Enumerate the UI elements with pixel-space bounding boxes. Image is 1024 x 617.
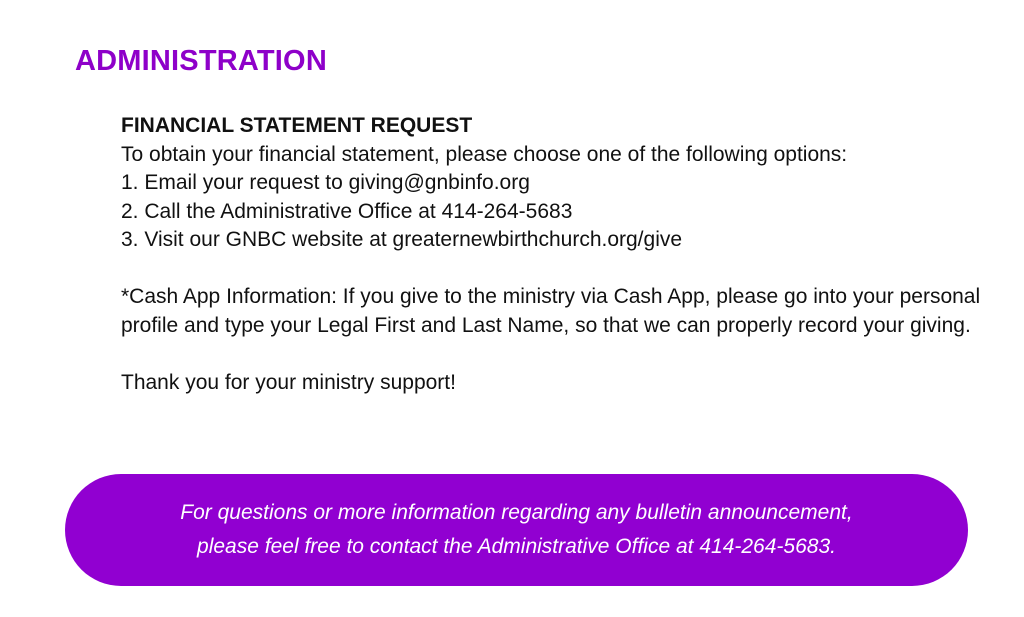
option-email: 1. Email your request to giving@gnbinfo.org: [121, 171, 530, 194]
option-website: 3. Visit our GNBC website at greaternewbirthchurch.org/give: [121, 228, 683, 251]
intro-text: To obtain your financial statement, please choose one of the following options:: [121, 142, 848, 166]
spacer: [121, 255, 1001, 284]
financial-statement-section: [121, 112, 1001, 397]
section-title: ADMINISTRATION: [75, 45, 327, 77]
cash-app-note: *Cash App Information: If you give to the ministry via Cash App, please go into your personal profile and type your Legal First and Last Name, so that we can properly record your giving.: [121, 285, 981, 337]
banner-line-1: For questions or more information regarding any bulletin announcement,: [180, 501, 853, 524]
banner-line-2: please feel free to contact the Administrative Office at 414-264-5683.: [197, 535, 836, 558]
financial-statement-heading: FINANCIAL STATEMENT REQUEST: [121, 114, 473, 137]
option-call: 2. Call the Administrative Office at 414-264-5683: [121, 199, 573, 223]
contact-banner: [65, 474, 968, 586]
thank-you-text: Thank you for your ministry support!: [121, 370, 456, 394]
spacer: [121, 340, 1001, 369]
